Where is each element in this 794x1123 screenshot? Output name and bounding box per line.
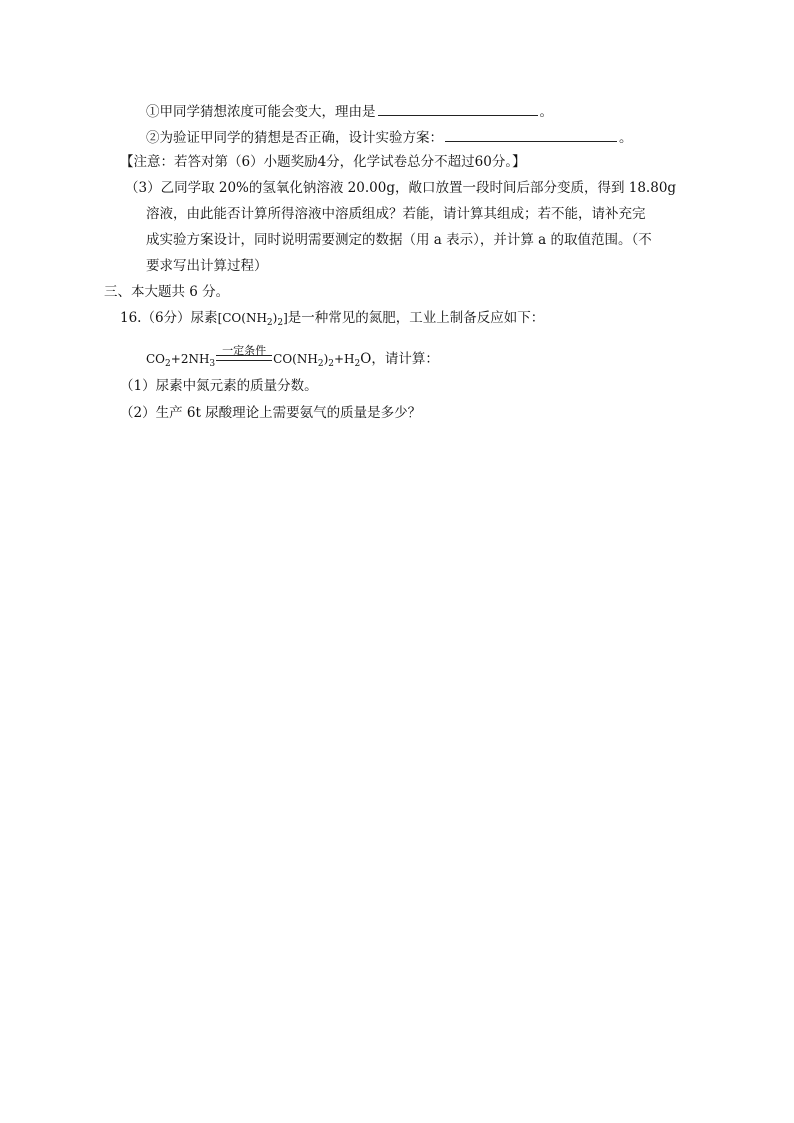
answer-blank-1[interactable] xyxy=(378,101,538,116)
question-15-part-3-line-1: （3）乙同学取 20%的氢氧化钠溶液 20.00g，敞口放置一段时间后部分变质，得到 18.80g xyxy=(125,180,677,196)
question-16-sub-2: （2）生产 6t 尿酸理论上需要氨气的质量是多少？ xyxy=(120,405,422,421)
item-1-text: ①甲同学猜想浓度可能会变大，理由是 xyxy=(146,104,376,120)
q16-suffix: 是一种常见的氮肥，工业上制备反应如下： xyxy=(287,310,545,326)
question-15-item-2 xyxy=(146,127,633,147)
question-15-part-3-line-4: 要求写出计算过程） xyxy=(146,258,268,274)
reaction-condition: 一定条件 xyxy=(222,344,267,357)
item-2-text: ②为验证甲同学的猜想是否正确，设计实验方案： xyxy=(146,130,443,146)
bonus-notice: 【注意：若答对第（6）小题奖励4分，化学试卷总分不超过60分。】 xyxy=(120,154,526,170)
reaction-condition-arrow xyxy=(216,344,272,363)
reaction-equation: $CO_2+2NH_3$ 一定条件 $CO(NH_2)_2+H_2O$，请计算： xyxy=(146,344,439,369)
urea-formula: $[CO(NH_2)_2]$ xyxy=(217,311,288,328)
question-15-item-1 xyxy=(146,101,553,121)
answer-blank-2[interactable] xyxy=(445,127,617,142)
question-15-part-3-line-3: 成实验方案设计，同时说明需要测定的数据（用 a 表示），并计算 a 的取值范围。（不 xyxy=(146,232,652,248)
section-3-heading: 三、本大题共 6 分。 xyxy=(104,284,230,300)
q16-prefix: 16.（6分）尿素 xyxy=(120,310,218,326)
question-16-intro xyxy=(120,309,544,327)
question-16-sub-1: （1）尿素中氮元素的质量分数。 xyxy=(120,378,318,394)
question-15-part-3-line-2: 溶液，由此能否计算所得溶液中溶质组成？若能，请计算其组成；若不能，请补充完 xyxy=(146,206,646,222)
item-1-end: 。 xyxy=(539,104,553,120)
item-2-end: 。 xyxy=(619,130,633,146)
